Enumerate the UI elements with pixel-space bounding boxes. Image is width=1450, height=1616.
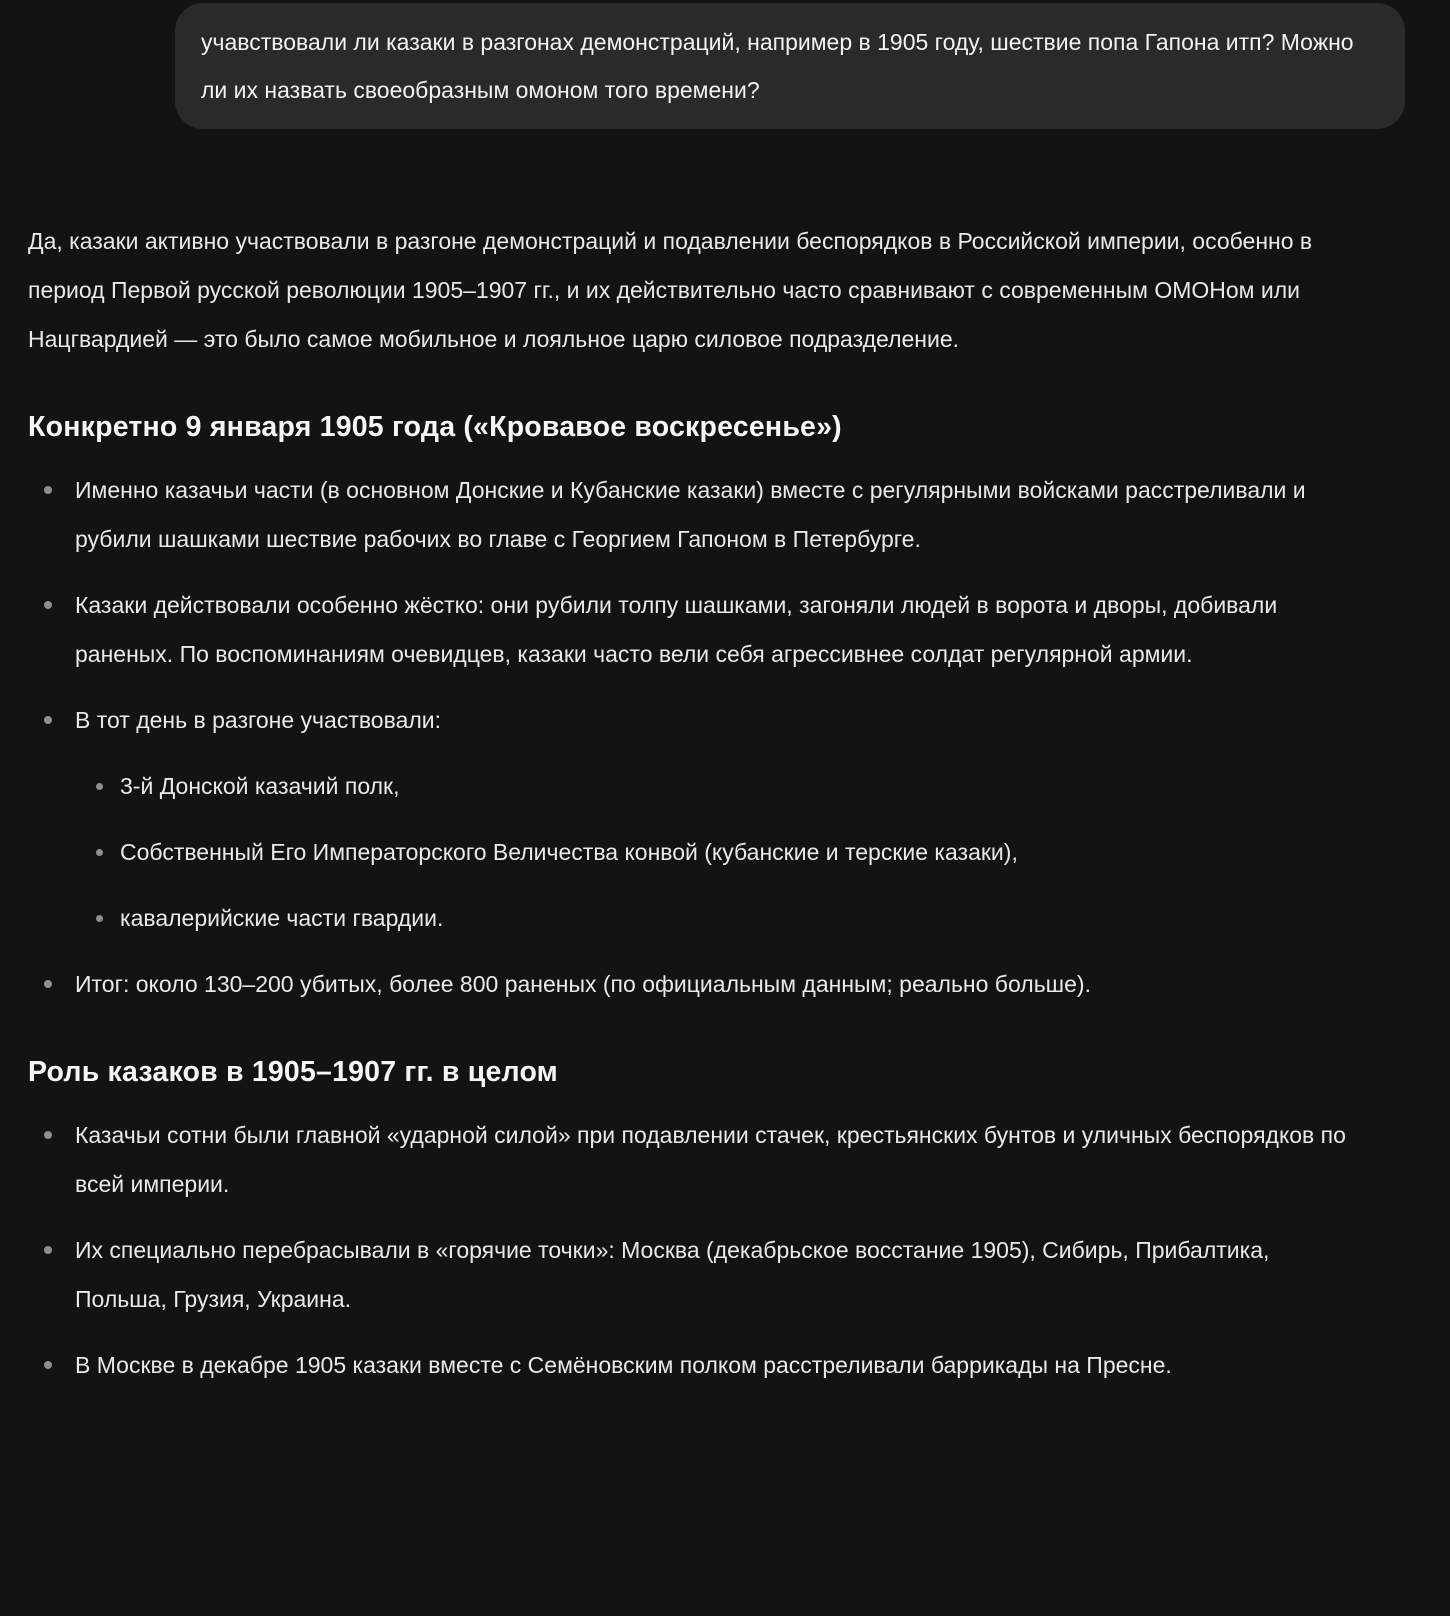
assistant-message xyxy=(0,129,1450,1390)
nested-list-item-text: 3-й Донской казачий полк, xyxy=(120,773,400,799)
nested-bullet-list xyxy=(75,762,1350,943)
nested-list-item xyxy=(75,828,1350,877)
list-item xyxy=(28,1226,1350,1324)
bullet-icon xyxy=(44,716,52,724)
bullet-icon xyxy=(44,1361,52,1369)
bullet-list-section-2 xyxy=(28,1111,1350,1390)
list-item-text: Итог: около 130–200 убитых, более 800 раненых (по официальным данным; реально больше). xyxy=(75,971,1091,997)
bullet-icon xyxy=(96,915,103,922)
list-item xyxy=(28,1111,1350,1209)
list-item-text: В тот день в разгоне участвовали: xyxy=(75,707,442,733)
list-item xyxy=(28,466,1350,564)
bullet-icon xyxy=(96,783,103,790)
nested-list-item xyxy=(75,762,1350,811)
assistant-intro-paragraph: Да, казаки активно участвовали в разгоне демонстраций и подавлении беспорядков в Российской империи, особенно в период Первой русской революции 1905–1907 гг., и их действительно часто сравнивают с современным ОМОНом или Нацгвардией — это было самое мобильное и лояльное царю силовое подразделение. xyxy=(28,228,1313,352)
user-message-row xyxy=(0,0,1450,129)
user-message-bubble: учавствовали ли казаки в разгонах демонстраций, например в 1905 году, шествие попа Гапона итп? Можно ли их назвать своеобразным омоном того времени? xyxy=(175,3,1405,129)
list-item-text: Казачьи сотни были главной «ударной силой» при подавлении стачек, крестьянских бунтов и уличных беспорядков по всей империи. xyxy=(75,1122,1346,1197)
bullet-icon xyxy=(44,601,52,609)
section-heading-cossacks-role: Роль казаков в 1905–1907 гг. в целом xyxy=(28,1056,558,1088)
nested-list-item-text: Собственный Его Императорского Величества конвой (кубанские и терские казаки), xyxy=(120,839,1018,865)
bullet-icon xyxy=(44,486,52,494)
bullet-icon xyxy=(96,849,103,856)
list-item xyxy=(28,960,1350,1009)
bullet-icon xyxy=(44,1131,52,1139)
bullet-icon xyxy=(44,1246,52,1254)
list-item-text: В Москве в декабре 1905 казаки вместе с Семёновским полком расстреливали баррикады на Пресне. xyxy=(75,1352,1172,1378)
list-item-text: Их специально перебрасывали в «горячие точки»: Москва (декабрьское восстание 1905), Сибирь, Прибалтика, Польша, Грузия, Украина. xyxy=(75,1237,1270,1312)
list-item-text: Казаки действовали особенно жёстко: они рубили толпу шашками, загоняли людей в ворота и дворы, добивали раненых. По воспоминаниям очевидцев, казаки часто вели себя агрессивнее солдат регулярной армии. xyxy=(75,592,1278,667)
list-item xyxy=(28,1341,1350,1390)
bullet-icon xyxy=(44,980,52,988)
list-item xyxy=(28,696,1350,943)
list-item-text: Именно казачьи части (в основном Донские и Кубанские казаки) вместе с регулярными войсками расстреливали и рубили шашками шествие рабочих во главе с Георгием Гапоном в Петербурге. xyxy=(75,477,1306,552)
bullet-list-section-1 xyxy=(28,466,1350,1009)
nested-list-item-text: кавалерийские части гвардии. xyxy=(120,905,444,931)
nested-list-item xyxy=(75,894,1350,943)
section-heading-bloody-sunday: Конкретно 9 января 1905 года («Кровавое воскресенье») xyxy=(28,411,842,443)
list-item xyxy=(28,581,1350,679)
